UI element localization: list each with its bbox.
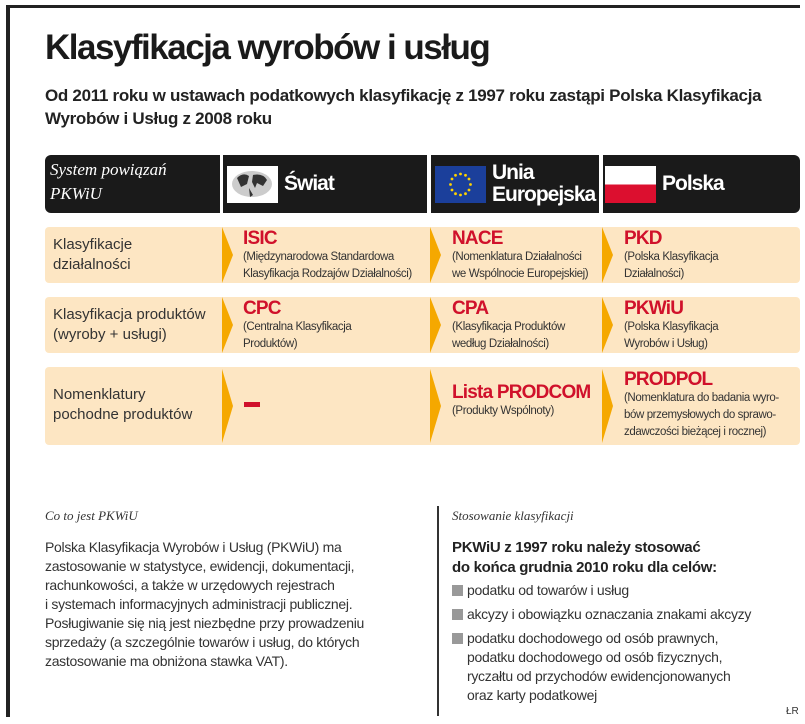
cell-pl-products: PKWiU (Polska Klasyfikacja Wyrobów i Usług) [624, 298, 719, 350]
cell-eu-derived: Lista PRODCOM (Produkty Wspólnoty) [452, 382, 591, 417]
list-item: akcyzy i obowiązku oznaczania znakami akcyzy [452, 605, 802, 624]
page-title: Klasyfikacja wyrobów i usług [45, 28, 490, 67]
arrow-icon [222, 227, 233, 283]
arrow-icon [430, 297, 441, 353]
cell-pl-activity: PKD (Polska Klasyfikacja Działalności) [624, 228, 719, 280]
cell-eu-products: CPA (Klasyfikacja Produktów według Działalności) [452, 298, 565, 350]
arrow-icon [222, 297, 233, 353]
left-section-heading: Co to jest PKWiU [45, 508, 138, 523]
column-divider [437, 506, 439, 716]
arrow-icon [430, 227, 441, 283]
row-label: Klasyfikacja produktów (wyroby + usługi) [53, 306, 206, 343]
bullet-square-icon [452, 585, 463, 596]
globe-map-icon [227, 166, 278, 203]
header-system-line: System powiązań [50, 160, 167, 179]
subtitle: Od 2011 roku w ustawach podatkowych klasyfikację z 1997 roku zastąpi Polska Klasyfikacja Wyrobów i Usług z 2008 roku [45, 86, 762, 128]
none-dash [244, 402, 260, 407]
header-system-line: PKWiU [50, 184, 102, 203]
arrow-icon [602, 369, 613, 443]
right-section-heading: Stosowanie klasyfikacji [452, 508, 574, 523]
header-eu-line: Europejska [492, 183, 596, 206]
header-system [45, 155, 220, 213]
cell-world-products: CPC (Centralna Klasyfikacja Produktów) [243, 298, 352, 350]
header-world-label: Świat [284, 172, 334, 195]
left-body: Polska Klasyfikacja Wyrobów i Usług (PKWiU) ma zastosowanie w statystyce, ewidencji, dokumentacji, rachunkowości, a także w urzędowych rejestrach i systemach informacyjnych administracji publicznej. Posługiwanie się nią jest niezbędne przy prowadzeniu sprzedaży (a szczególnie towarów i usług, do których zastosowanie ma obniżona stawka VAT). [45, 539, 365, 669]
row-label: Nomenklatury pochodne produktów [53, 386, 193, 423]
header-eu [431, 155, 599, 213]
header-eu-line: Unia [492, 161, 534, 184]
header-world [223, 155, 427, 213]
arrow-icon [222, 369, 233, 443]
cell-pl-derived: PRODPOL (Nomenklatura do badania wyro- bów przemysłowych do sprawo- zdawczości bieżącej i rocznej) [624, 369, 779, 438]
row-label: Klasyfikacje działalności [53, 236, 133, 273]
arrow-icon [602, 297, 613, 353]
cell-world-activity: ISIC (Międzynarodowa Standardowa Klasyfikacja Rodzajów Działalności) [243, 228, 412, 280]
cell-eu-activity: NACE (Nomenklatura Działalności we Wspólnocie Europejskiej) [452, 228, 589, 280]
bullet-square-icon [452, 609, 463, 620]
bullet-square-icon [452, 633, 463, 644]
header-poland [603, 155, 800, 213]
left-rule [6, 5, 10, 717]
right-lead: PKWiU z 1997 roku należy stosować do końca grudnia 2010 roku dla celów: [452, 539, 717, 576]
list-item: podatku dochodowego od osób prawnych, podatku dochodowego od osób fizycznych, ryczałtu od przychodów ewidencjonowanych oraz karty podatkowej [452, 629, 802, 705]
arrow-icon [430, 369, 441, 443]
eu-flag-icon [435, 166, 486, 203]
arrow-icon [602, 227, 613, 283]
poland-flag-icon [605, 166, 656, 203]
list-item: podatku od towarów i usług [452, 581, 802, 600]
top-rule [6, 5, 800, 8]
header-poland-label: Polska [662, 172, 724, 195]
author-credit: ŁR [786, 706, 799, 717]
purpose-list [452, 581, 802, 710]
